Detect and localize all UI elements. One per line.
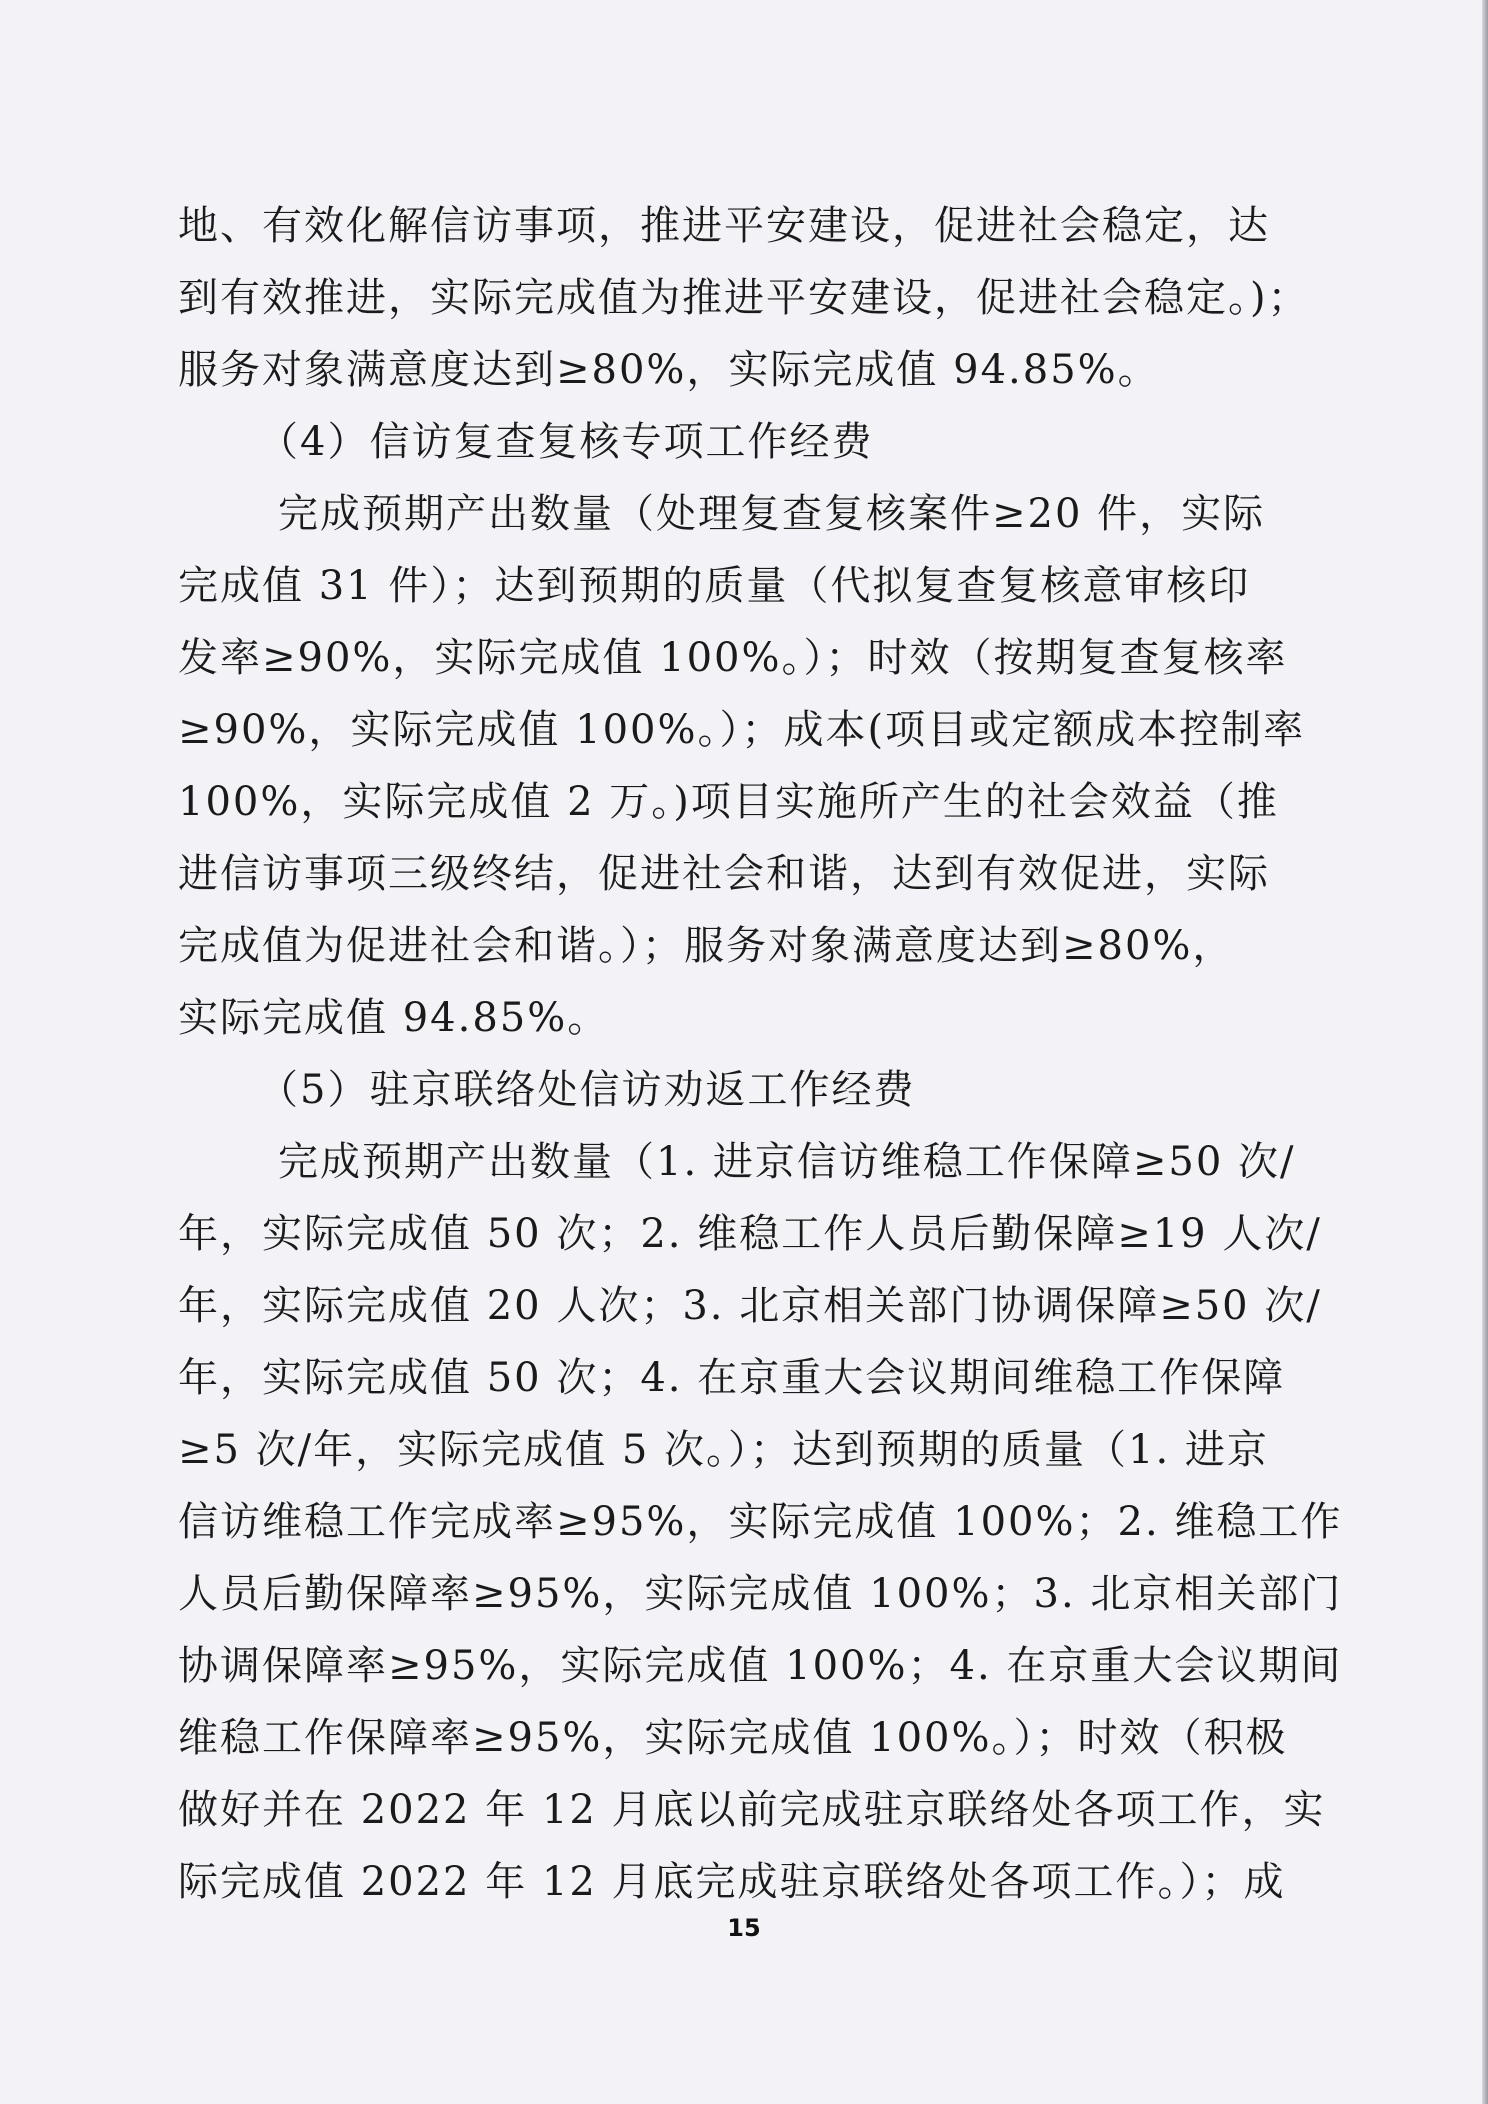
text-line: 际完成值 2022 年 12 月底完成驻京联络处各项工作。）；成	[178, 1859, 1286, 1905]
text-line: 年，实际完成值 50 次；4. 在京重大会议期间维稳工作保障	[178, 1355, 1286, 1401]
text-line: 地、有效化解信访事项，推进平安建设，促进社会稳定，达	[178, 203, 1270, 249]
text-line: 100%，实际完成值 2 万。)项目实施所产生的社会效益（推	[178, 779, 1279, 825]
text-line: 到有效推进，实际完成值为推进平安建设，促进社会稳定。)；	[178, 275, 1310, 321]
text-line: 协调保障率≥95%，实际完成值 100%；4. 在京重大会议期间	[178, 1643, 1343, 1689]
text-line: 信访维稳工作完成率≥95%，实际完成值 100%；2. 维稳工作	[178, 1499, 1343, 1545]
document-body	[178, 190, 1343, 1918]
text-line: 年，实际完成值 50 次；2. 维稳工作人员后勤保障≥19 人次/	[178, 1211, 1322, 1257]
text-line: 实际完成值 94.85%。	[178, 995, 610, 1041]
text-line: 年，实际完成值 20 人次；3. 北京相关部门协调保障≥50 次/	[178, 1283, 1322, 1329]
paragraph-start: 完成预期产出数量（处理复查复核案件≥20 件，实际	[278, 491, 1266, 537]
text-line: 服务对象满意度达到≥80%，实际完成值 94.85%。	[178, 347, 1160, 393]
text-line: 完成值 31 件）；达到预期的质量（代拟复查复核意审核印	[178, 563, 1251, 609]
text-line: 完成值为促进社会和谐。）；服务对象满意度达到≥80%，	[178, 923, 1235, 969]
text-line: 进信访事项三级终结，促进社会和谐，达到有效促进，实际	[178, 851, 1270, 897]
section-heading-5: （5）驻京联络处信访劝返工作经费	[258, 1067, 916, 1113]
page-edge	[1482, 0, 1488, 2104]
paragraph-start: 完成预期产出数量（1. 进京信访维稳工作保障≥50 次/	[278, 1139, 1296, 1185]
page-number: 15	[727, 1914, 761, 1942]
text-line: ≥5 次/年，实际完成值 5 次。）；达到预期的质量（1. 进京	[178, 1427, 1269, 1473]
text-line: 人员后勤保障率≥95%，实际完成值 100%；3. 北京相关部门	[178, 1571, 1343, 1617]
section-heading-4: （4）信访复查复核专项工作经费	[258, 419, 874, 465]
text-line: 做好并在 2022 年 12 月底以前完成驻京联络处各项工作，实	[178, 1787, 1326, 1833]
text-line: ≥90%，实际完成值 100%。）；成本(项目或定额成本控制率	[178, 707, 1306, 753]
text-line: 维稳工作保障率≥95%，实际完成值 100%。）；时效（积极	[178, 1715, 1288, 1761]
text-line: 发率≥90%，实际完成值 100%。）；时效（按期复查复核率	[178, 635, 1288, 681]
